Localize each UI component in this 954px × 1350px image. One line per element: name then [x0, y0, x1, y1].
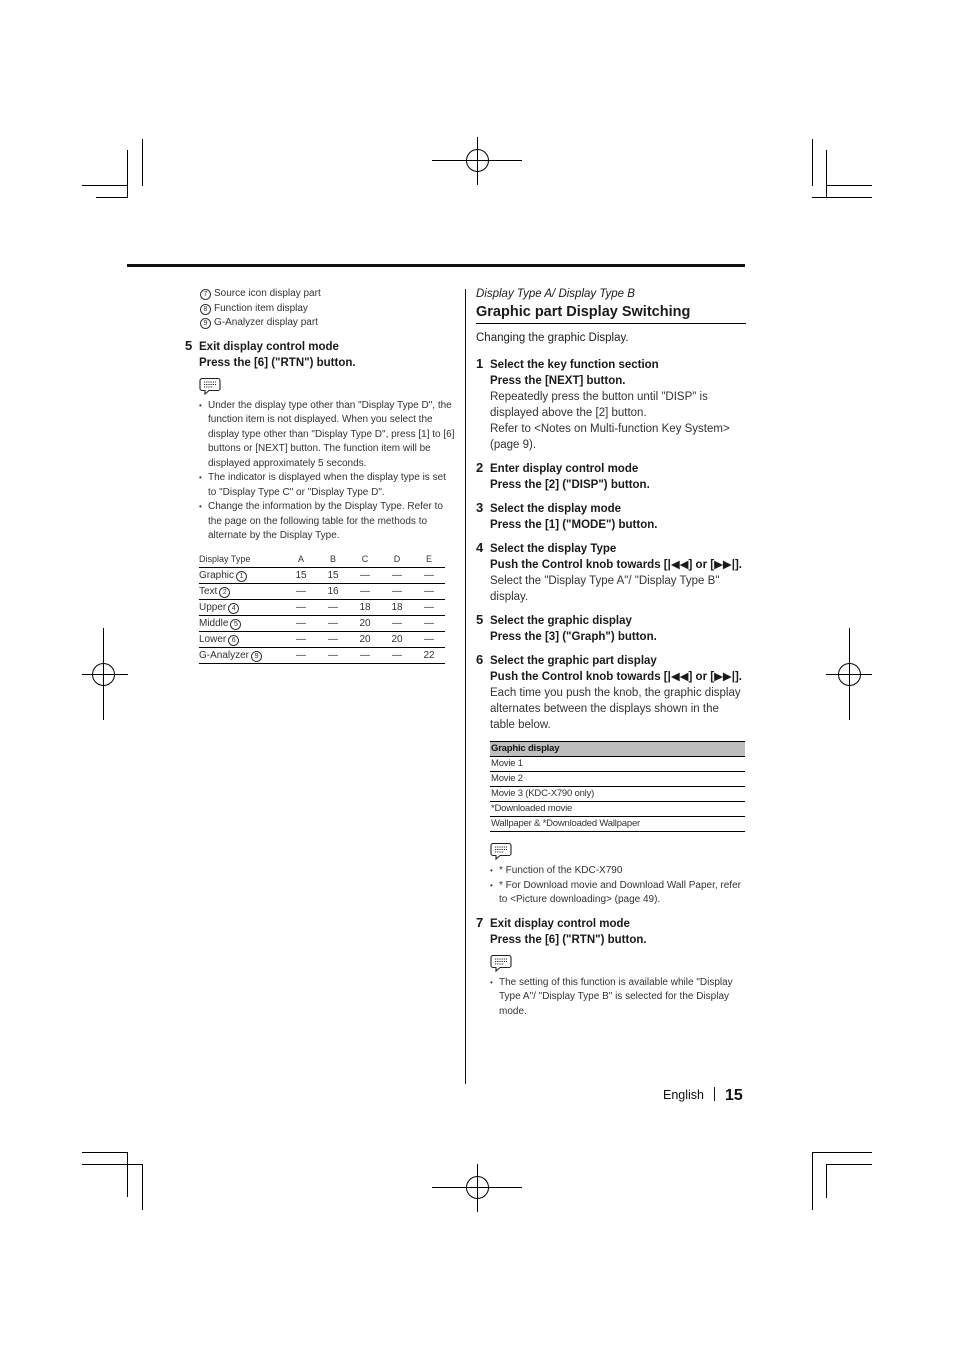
step-description: Select the "Display Type A"/ "Display Type B" display.	[490, 575, 720, 603]
note-icon	[199, 377, 221, 395]
legend-number: 9	[200, 318, 211, 329]
step-7	[476, 916, 746, 1020]
table-cell: —	[317, 599, 349, 615]
table-cell: —	[317, 631, 349, 647]
legend-item	[200, 316, 455, 331]
legend-label: Function item display	[214, 302, 308, 314]
table-row	[490, 787, 745, 802]
step-1	[476, 357, 746, 453]
table-row	[490, 757, 745, 772]
top-rule	[127, 264, 745, 267]
row-label: Text 2	[199, 583, 285, 599]
table-cell: 15	[317, 567, 349, 583]
step-number: 5	[185, 337, 193, 353]
table-cell: Movie 1	[490, 757, 745, 772]
row-label: Upper 4	[199, 599, 285, 615]
section-kicker: Display Type A/ Display Type B	[476, 288, 635, 300]
table-cell: Movie 2	[490, 772, 745, 787]
table-cell: —	[285, 583, 317, 599]
column-header: Graphic display	[490, 742, 745, 757]
step-3	[476, 501, 746, 533]
table-header-row	[199, 552, 445, 568]
table-cell: —	[381, 647, 413, 663]
note-icon	[490, 842, 512, 860]
note-item: • * For Download movie and Download Wall Paper, refer to <Picture downloading> (page 49).	[490, 879, 746, 908]
step-title: Select the display Type	[490, 543, 617, 555]
display-type-table	[199, 552, 445, 664]
table-cell: 18	[349, 599, 381, 615]
table-row	[199, 599, 445, 615]
note-icon	[490, 954, 512, 972]
table-cell: 16	[317, 583, 349, 599]
left-column	[185, 287, 455, 664]
step-number: 5	[476, 612, 484, 627]
notes-list	[199, 399, 455, 544]
step-number: 3	[476, 500, 484, 515]
column-header: B	[317, 552, 349, 568]
step-action: Press the [2] ("DISP") button.	[490, 479, 650, 491]
table-cell: *Downloaded movie	[490, 802, 745, 817]
step-number: 6	[476, 652, 484, 667]
notes-list	[490, 864, 746, 908]
step-6	[476, 653, 746, 908]
step-title: Select the graphic display	[490, 615, 632, 627]
note-item: • The setting of this function is available while "Display Type A"/ "Display Type B" is selected for the Display mode.	[490, 976, 746, 1020]
table-cell: 20	[349, 615, 381, 631]
step-title: Select the key function section	[490, 359, 659, 371]
step-title: Exit display control mode	[199, 340, 339, 353]
right-column	[476, 287, 746, 1019]
table-row	[199, 631, 445, 647]
column-header: D	[381, 552, 413, 568]
row-label: Middle 5	[199, 615, 285, 631]
table-cell: 18	[381, 599, 413, 615]
table-cell: —	[285, 647, 317, 663]
table-cell: —	[413, 615, 445, 631]
step-5	[476, 613, 746, 645]
row-label: Lower 6	[199, 631, 285, 647]
table-row	[199, 567, 445, 583]
column-header: C	[349, 552, 381, 568]
table-row	[199, 583, 445, 599]
table-cell: —	[317, 615, 349, 631]
table-row	[490, 817, 745, 832]
step-number: 4	[476, 540, 484, 555]
table-cell: —	[381, 615, 413, 631]
step-title: Exit display control mode	[490, 917, 630, 930]
step-5	[185, 339, 455, 664]
table-cell: —	[349, 583, 381, 599]
table-cell: Movie 3 (KDC-X790 only)	[490, 787, 745, 802]
footer-language: English	[663, 1088, 704, 1102]
note-item: • The indicator is displayed when the display type is set to "Display Type C" or "Display Type D".	[199, 471, 455, 500]
step-action: Press the [1] ("MODE") button.	[490, 519, 658, 531]
section-intro: Changing the graphic Display.	[476, 332, 629, 344]
section-heading: Graphic part Display Switching	[476, 302, 746, 324]
step-title: Select the display mode	[490, 503, 622, 515]
step-number: 2	[476, 460, 484, 475]
table-cell: Wallpaper & *Downloaded Wallpaper	[490, 817, 745, 832]
page-footer	[663, 1087, 743, 1105]
note-item: • Under the display type other than "Display Type D", the function item is not displayed. When you select the display type other than "Display Type D", press [1] to [6] buttons or [NEXT] button. The function item will be displayed approximately 5 seconds.	[199, 399, 455, 472]
legend-number: 7	[200, 289, 211, 300]
table-row	[199, 615, 445, 631]
table-cell: —	[381, 567, 413, 583]
table-cell: —	[349, 567, 381, 583]
table-cell: 15	[285, 567, 317, 583]
step-2	[476, 461, 746, 493]
table-cell: —	[285, 631, 317, 647]
table-row	[490, 772, 745, 787]
table-row	[490, 802, 745, 817]
table-cell: —	[285, 599, 317, 615]
column-divider	[465, 289, 466, 1084]
step-4	[476, 541, 746, 605]
step-title: Select the graphic part display	[490, 655, 657, 667]
step-number: 1	[476, 356, 484, 371]
legend-label: Source icon display part	[214, 288, 321, 299]
display-parts-legend	[200, 287, 455, 331]
step-action: Press the [3] ("Graph") button.	[490, 631, 657, 643]
table-cell: —	[413, 599, 445, 615]
table-cell: 20	[381, 631, 413, 647]
step-action: Press the [NEXT] button.	[490, 375, 626, 387]
notes-list	[490, 976, 746, 1020]
row-label: G-Analyzer 9	[199, 647, 285, 663]
step-action: Press the [6] ("RTN") button.	[199, 356, 356, 369]
legend-number: 8	[200, 304, 211, 315]
table-row	[199, 647, 445, 663]
table-cell: 20	[349, 631, 381, 647]
note-item: • Change the information by the Display Type. Refer to the page on the following table for the methods to alternate by the Display Type.	[199, 500, 455, 544]
table-cell: —	[317, 647, 349, 663]
table-cell: —	[413, 567, 445, 583]
legend-label: G-Analyzer display part	[214, 317, 318, 328]
step-action: Press the [6] ("RTN") button.	[490, 933, 647, 946]
table-cell: —	[285, 615, 317, 631]
column-header: Display Type	[199, 552, 285, 568]
table-header-row	[490, 742, 745, 757]
table-cell: 22	[413, 647, 445, 663]
graphic-display-table	[490, 741, 745, 832]
step-action: Push the Control knob towards [|◀◀] or [▶▶|].	[490, 559, 742, 571]
footer-separator	[714, 1087, 715, 1101]
column-header: E	[413, 552, 445, 568]
page-number: 15	[725, 1087, 743, 1104]
table-cell: —	[413, 631, 445, 647]
table-cell: —	[349, 647, 381, 663]
legend-item	[200, 302, 455, 317]
legend-item	[200, 287, 455, 302]
column-header: A	[285, 552, 317, 568]
step-title: Enter display control mode	[490, 463, 639, 475]
row-label: Graphic 1	[199, 567, 285, 583]
step-description: Each time you push the knob, the graphic display alternates between the displays shown in the table below.	[490, 687, 741, 731]
step-number: 7	[476, 914, 484, 930]
table-cell: —	[381, 583, 413, 599]
note-item: • * Function of the KDC-X790	[490, 864, 746, 879]
step-description: Repeatedly press the button until "DISP" is displayed above the [2] button. Refer to <Notes on Multi-function Key System> (page 9).	[490, 391, 730, 451]
step-action: Push the Control knob towards [|◀◀] or [▶▶|].	[490, 671, 742, 683]
table-cell: —	[413, 583, 445, 599]
